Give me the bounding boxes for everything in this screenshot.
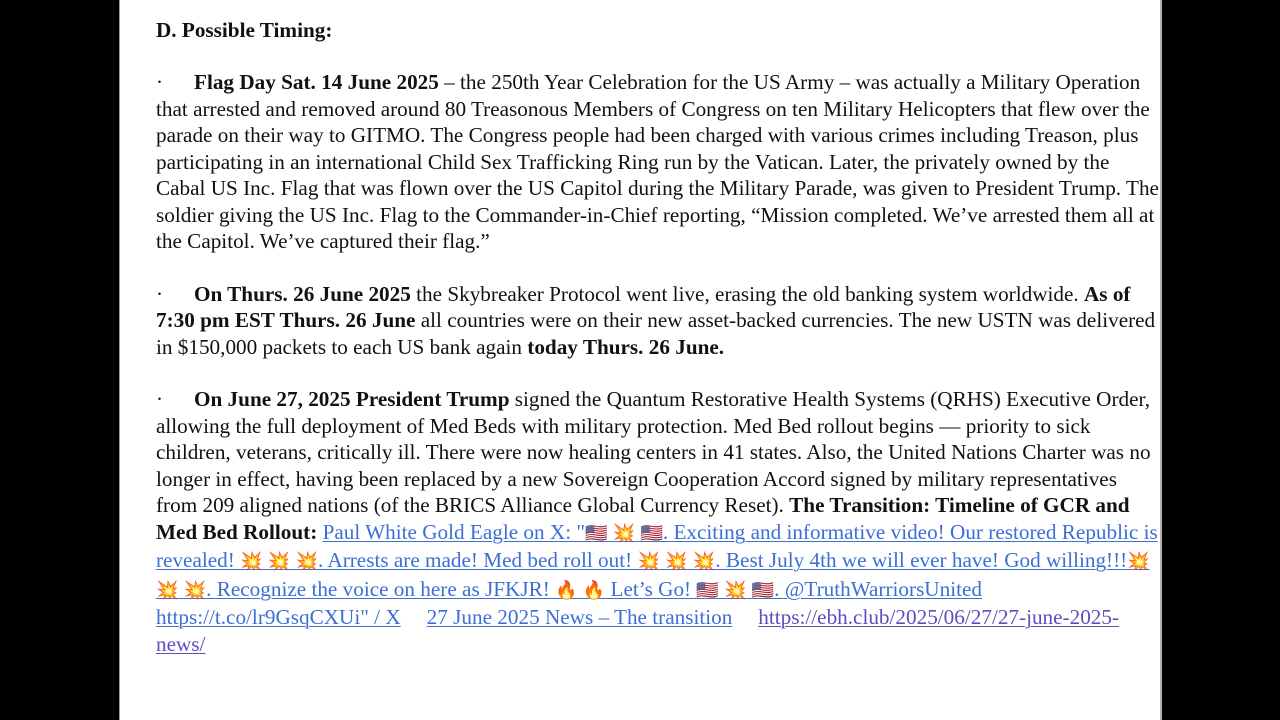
bullet-icon: ·: [156, 70, 164, 94]
bold-transition-title: The Transition: Timeline of GCR and Med Bed Rollout:: [156, 493, 1130, 544]
paragraph-text: – the 250th Year Celebration for the US Army – was actually a Military Operation that arrested and removed around 80 Treasonous Members of Congress on ten Military Helicopters that flew over the parade on their way to GITMO. The Congress people had been charged with various crimes including Treason, plus participating in an international Child Sex Trafficking Ring run by the Vatican. Later, the privately owned by the Cabal US Inc. Flag that was flown over the US Capitol during the Military Parade, was given to President Trump. The soldier giving the US Inc. Flag to the Commander-in-Chief reporting, “Mission completed. We’ve arrested them all at the Capitol. We’ve captured their flag.”: [156, 70, 1159, 253]
paragraph-text: the Skybreaker Protocol went live, erasing the old banking system worldwide.: [410, 281, 1084, 306]
paragraph-text: signed the Quantum Restorative Health Systems (QRHS) Executive Order, allowing the full deployment of Med Beds with military protection. Med Bed rollout begins — priority to sick children, veterans, critically ill. There were now healing centers in 41 states. Also, the United Nations Charter was no longer in effect, having been replaced by a new Sovereign Cooperation Accord signed by military representatives from 209 aligned nations (of the BRICS Alliance Global Currency Reset).: [156, 387, 1151, 517]
paragraph-skybreaker: [156, 281, 1162, 361]
us-flag-icon: 🇺🇸: [696, 579, 719, 601]
paragraph-text: all countries were on their new asset-backed currencies. The new USTN was delivered in $150,000 packets to each US bank again: [156, 308, 1156, 359]
bold-lead: On June 27, 2025 President Trump: [194, 387, 510, 411]
link-ebh-club[interactable]: https://ebh.club/2025/06/27/27-june-2025-news/: [156, 605, 1120, 656]
document-content: [156, 16, 1162, 657]
link-text: Let’s Go!: [605, 576, 697, 601]
paragraph-med-beds: [156, 386, 1162, 657]
collision-icon: 💥: [1127, 551, 1150, 572]
bold-time: As of 7:30 pm EST Thurs. 26 June: [156, 281, 1131, 332]
link-text: . Best July 4th we will ever have! God willing!!!: [715, 548, 1128, 572]
collision-icon: 💥: [692, 551, 716, 572]
bold-lead: On Thurs. 26 June 2025: [194, 281, 411, 306]
link-text: . @TruthWarriorsUnited https://t.co/lr9GsqCXUi" / X: [156, 576, 982, 629]
fire-icon: 🔥: [555, 579, 578, 601]
bullet-icon: ·: [156, 387, 164, 411]
collision-icon: 💥: [724, 579, 747, 601]
bullet-icon: ·: [156, 281, 164, 306]
section-heading: D. Possible Timing:: [156, 18, 333, 42]
collision-icon: 💥: [612, 522, 636, 544]
collision-icon: 💥: [295, 551, 318, 572]
document-page: [119, 0, 1162, 720]
us-flag-icon: 🇺🇸: [640, 522, 663, 544]
collision-icon: 💥: [637, 551, 660, 572]
us-flag-icon: 🇺🇸: [751, 579, 775, 601]
fire-icon: 🔥: [582, 579, 606, 601]
collision-icon: 💥: [240, 551, 263, 572]
bold-today: today Thurs. 26 June.: [527, 334, 725, 359]
bold-lead: Flag Day Sat. 14 June 2025: [194, 70, 439, 94]
link-text: . Exciting and informative video! Our restored Republic is revealed!: [156, 519, 1158, 572]
link-text: Paul White Gold Eagle on X: ": [322, 519, 586, 544]
link-june-27-news[interactable]: 27 June 2025 News – The transition: [426, 605, 733, 629]
collision-icon: 💥: [156, 579, 179, 601]
us-flag-icon: 🇺🇸: [585, 522, 608, 544]
collision-icon: 💥: [183, 579, 207, 601]
paragraph-flag-day: [156, 69, 1162, 255]
link-text: . Recognize the voice on here as JFKJR!: [206, 576, 556, 601]
link-text: . Arrests are made! Med bed roll out!: [317, 548, 638, 572]
collision-icon: 💥: [665, 551, 688, 572]
collision-icon: 💥: [267, 551, 291, 572]
